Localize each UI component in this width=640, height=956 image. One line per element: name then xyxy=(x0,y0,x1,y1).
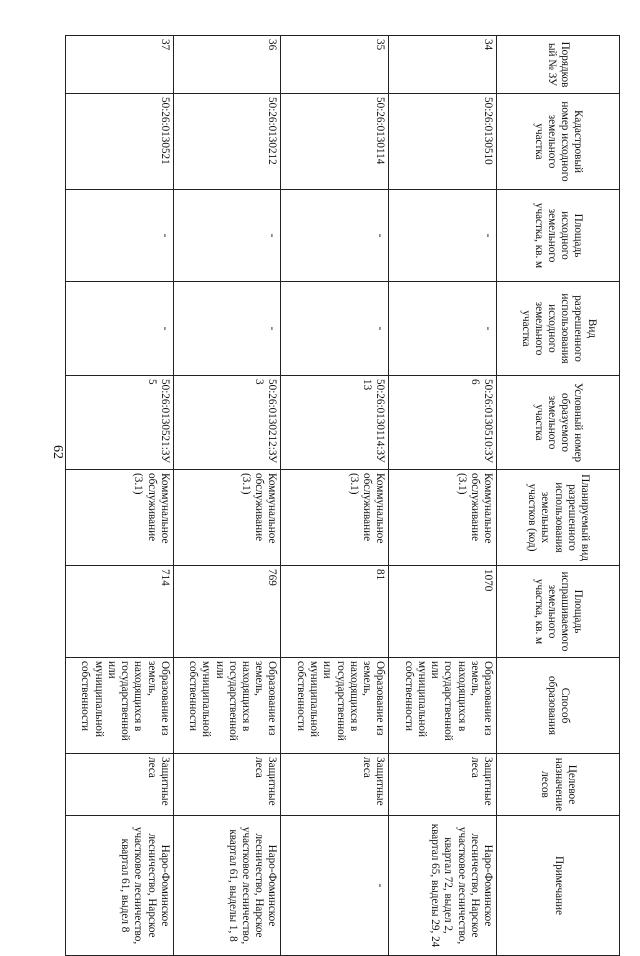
cell-index: 37 xyxy=(66,36,174,94)
header-planned-use: Планируемый вид разрешенного использования земельных участков (код) xyxy=(497,470,620,566)
cell-note: - xyxy=(281,816,389,956)
cell-source-permitted-use: - xyxy=(281,282,389,376)
cell-planned-use: Коммунальное обслуживание (3.1) xyxy=(173,470,281,566)
cell-planned-use: Коммунальное обслуживание (3.1) xyxy=(281,470,389,566)
cell-planned-use: Коммунальное обслуживание (3.1) xyxy=(389,470,497,566)
cell-cadastral-number: 50:26:0130521 xyxy=(66,94,174,190)
table-row xyxy=(281,36,389,956)
cell-note: Наро-Фоминское лесничество, Нарское участковое лесничество, квартал 61, выдел 8 xyxy=(66,816,174,956)
cell-note: Наро-Фоминское лесничество, Нарское участковое лесничество, квартал 61, выделы 1, 8 xyxy=(173,816,281,956)
cell-formation-method: Образование из земель, находящихся в государственной или муниципальной собственности xyxy=(389,658,497,754)
table-row xyxy=(173,36,281,956)
cell-formation-method: Образование из земель, находящихся в государственной или муниципальной собственности xyxy=(66,658,174,754)
header-source-permitted-use: Вид разрешенного использования исходного земельного участка xyxy=(497,282,620,376)
land-plots-table xyxy=(65,35,620,956)
cell-index: 34 xyxy=(389,36,497,94)
cell-note: Наро-Фоминское лесничество, Нарское участковое лесничество, квартал 72, выдел 2, квартал 65, выделы 29, 24 xyxy=(389,816,497,956)
cell-conditional-number: 50:26:0130521:ЗУ5 xyxy=(66,376,174,470)
table-row xyxy=(389,36,497,956)
table-header-row xyxy=(497,36,620,956)
cell-cadastral-number: 50:26:0130114 xyxy=(281,94,389,190)
cell-cadastral-number: 50:26:0130510 xyxy=(389,94,497,190)
cell-forest-purpose: Защитные леса xyxy=(66,754,174,816)
header-index: Порядковый № ЗУ xyxy=(497,36,620,94)
header-note: Примечание xyxy=(497,816,620,956)
cell-planned-use: Коммунальное обслуживание (3.1) xyxy=(66,470,174,566)
cell-index: 36 xyxy=(173,36,281,94)
cell-requested-area: 714 xyxy=(66,566,174,658)
cell-forest-purpose: Защитные леса xyxy=(281,754,389,816)
cell-forest-purpose: Защитные леса xyxy=(389,754,497,816)
header-forest-purpose: Целевое назначение лесов xyxy=(497,754,620,816)
header-cadastral-number: Кадастровый номер исходного земельного участка xyxy=(497,94,620,190)
cell-source-area: - xyxy=(281,190,389,282)
header-formation-method: Способ образования xyxy=(497,658,620,754)
cell-source-permitted-use: - xyxy=(389,282,497,376)
cell-conditional-number: 50:26:0130510:ЗУ6 xyxy=(389,376,497,470)
cell-requested-area: 81 xyxy=(281,566,389,658)
cell-source-permitted-use: - xyxy=(173,282,281,376)
page-number: 62 xyxy=(50,445,65,459)
cell-forest-purpose: Защитные леса xyxy=(173,754,281,816)
cell-source-permitted-use: - xyxy=(66,282,174,376)
cell-source-area: - xyxy=(173,190,281,282)
cell-conditional-number: 50:26:0130114:ЗУ13 xyxy=(281,376,389,470)
table-row xyxy=(66,36,174,956)
cell-requested-area: 769 xyxy=(173,566,281,658)
cell-source-area: - xyxy=(66,190,174,282)
cell-formation-method: Образование из земель, находящихся в государственной или муниципальной собственности xyxy=(281,658,389,754)
header-requested-area: Площадь испрашиваемого земельного участка, кв. м xyxy=(497,566,620,658)
cell-source-area: - xyxy=(389,190,497,282)
cell-conditional-number: 50:26:0130212:ЗУ3 xyxy=(173,376,281,470)
cell-cadastral-number: 50:26:0130212 xyxy=(173,94,281,190)
cell-requested-area: 1070 xyxy=(389,566,497,658)
cell-formation-method: Образование из земель, находящихся в государственной или муниципальной собственности xyxy=(173,658,281,754)
header-source-area: Площадь исходного земельного участка, кв. м xyxy=(497,190,620,282)
cell-index: 35 xyxy=(281,36,389,94)
rotated-table-container xyxy=(65,35,620,948)
header-conditional-number: Условный номер образуемого земельного участка xyxy=(497,376,620,470)
